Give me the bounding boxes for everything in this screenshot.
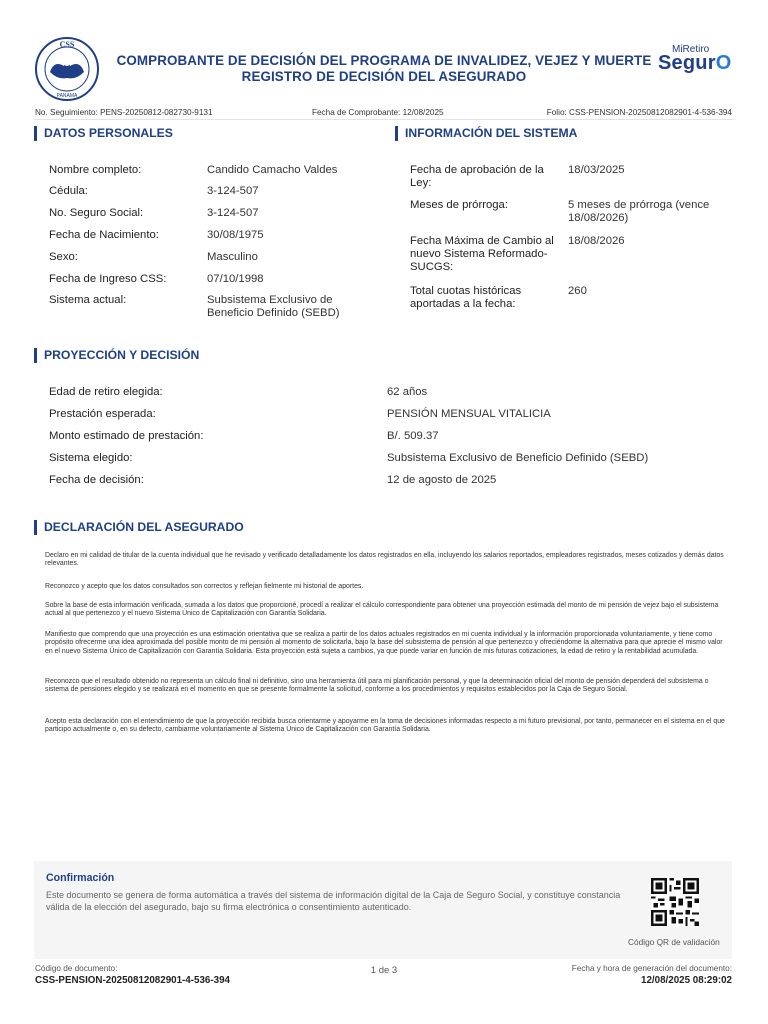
section-title-datos-personales: DATOS PERSONALES [34,126,173,141]
receipt-date: Fecha de Comprobante: 12/08/2025 [312,108,444,117]
value-meses-prorroga: 5 meses de prórroga (vence 18/08/2026) [568,199,710,224]
declaration-paragraph: Sobre la base de esta información verificada, sumada a los datos que proporcioné, procedí a realizar el cálculo correspondiente para obtener una proyección estimada del monto de mi pensión de vejez bajo el subsistema actual al que pertenezco y el nuevo Sistema Único de Capitalización con Garantía Solidaria. [45,602,719,618]
miretiro-seguro-logo [652,44,736,78]
value-nombre: Candido Camacho Valdes [207,164,338,176]
document-title: COMPROBANTE DE DECISIÓN DEL PROGRAMA DE INVALIDEZ, VEJEZ Y MUERTE [116,53,652,68]
label-sistema-actual: Sistema actual: [49,294,127,306]
section-title-proyeccion: PROYECCIÓN Y DECISIÓN [34,348,199,363]
divider [34,119,734,120]
logo-text-bottom: PANAMA [56,93,78,99]
page-number: 1 de 3 [370,965,398,976]
value-sexo: Masculino [207,251,258,263]
label-fecha-maxima-cambio: Fecha Máxima de Cambio al nuevo Sistema Reformado-SUCGS: [410,235,554,273]
label-edad-retiro: Edad de retiro elegida: [49,386,163,398]
tracking-number: No. Seguimiento: PENS-20250812-082730-9131 [35,108,213,117]
declaration-paragraph: Acepto esta declaración con el entendimiento de que la proyección recibida busca orientarme y apoyarme en la toma de decisiones informadas respecto a mi futuro previsional, por tanto, permanecer en el sistema en el que participo actualmente o, en su defecto, cambiarme voluntariamente al Sistema Único de Capitalización con Garantía Solidaria. [45,718,725,734]
value-monto-estimado: B/. 509.37 [387,430,439,442]
value-sistema-actual: Subsistema Exclusivo de Beneficio Definido (SEBD) [207,294,340,319]
value-fecha-maxima-cambio: 18/08/2026 [568,235,625,247]
declaration-paragraph: Manifiesto que comprendo que una proyección es una estimación orientativa que se realiza a partir de los datos actuales registrados en mi cuenta individual y la información proporcionada voluntariamente, y tiene como propósito ofrecerme una idea aproximada del posible monto de mi pensión al momento de solicitarla, bajo la base del subsistema de pensión al que pertenezco y ofreciéndome la alternativa para que aprecie el mismo valor en el nuevo Sistema Único de Capitalización con Garantía Solidaria. Esta proyección está sujeta a cambios, ya que puede variar en función de mis futuras cotizaciones, la edad de retiro y la rentabilidad acumulada. [45,631,723,655]
label-monto-estimado: Monto estimado de prestación: [49,430,204,442]
value-fecha-aprobacion: 18/03/2025 [568,164,625,176]
qr-label: Código QR de validación [628,937,720,947]
label-sistema-elegido: Sistema elegido: [49,452,133,464]
declaration-paragraph: Reconozco y acepto que los datos consultados son correctos y reflejan fielmente mi historial de aportes. [45,583,364,590]
footer-doc-code: CSS-PENSION-20250812082901-4-536-394 [35,975,230,986]
label-fecha-decision: Fecha de decisión: [49,474,144,486]
declaration-paragraph: Reconozco que el resultado obtenido no representa un cálculo final ni definitivo, sino una herramienta útil para mi planificación personal, y que la determinación oficial del monto de pensión dependerá del subsistema o sistema de pensiones elegido y se realizará en el momento en que se presente formalmente la solicitud, conforme a los procedimientos y requisitos establecidos por la Caja de Seguro Social. [45,678,709,694]
value-sistema-elegido: Subsistema Exclusivo de Beneficio Definido (SEBD) [387,452,649,464]
confirmation-text: Este documento se genera de forma automática a través del sistema de información digital de la Caja de Seguro Social, y constituye constancia válida de la elección del asegurado, bajo su firma electrónica o consentimiento autenticado. [46,890,621,912]
footer-gen-label: Fecha y hora de generación del documento: [571,964,732,973]
declaration-paragraph: Declaro en mi calidad de titular de la cuenta individual que he revisado y verificado detalladamente los datos registrados en ella, incluyendo los salarios reportados, empleadores registrados, meses cotizados y demás datos relevantes. [45,552,724,568]
label-sexo: Sexo: [49,251,78,263]
value-prestacion-esperada: PENSIÓN MENSUAL VITALICIA [387,408,551,420]
label-cedula: Cédula: [49,185,88,197]
label-nombre: Nombre completo: [49,164,142,176]
logo-text-top: CSS [59,40,75,49]
section-title-declaracion: DECLARACIÓN DEL ASEGURADO [34,520,244,535]
brand-text: Segur [658,52,716,74]
document-subtitle: REGISTRO DE DECISIÓN DEL ASEGURADO [241,69,527,84]
label-fecha-nacimiento: Fecha de Nacimiento: [49,229,159,241]
label-fecha-aprobacion: Fecha de aprobación de la Ley: [410,164,544,189]
value-seguro-social: 3-124-507 [207,207,259,219]
value-edad-retiro: 62 años [387,386,428,398]
confirmation-title: Confirmación [46,872,115,884]
brand-small-text: MiRetiro [672,44,710,55]
label-prestacion-esperada: Prestación esperada: [49,408,156,420]
label-total-cuotas: Total cuotas históricas aportadas a la fecha: [410,285,522,310]
footer-gen-datetime: 12/08/2025 08:29:02 [641,975,732,986]
value-total-cuotas: 260 [568,285,587,297]
value-fecha-nacimiento: 30/08/1975 [207,229,264,241]
value-fecha-decision: 12 de agosto de 2025 [387,474,497,486]
value-cedula: 3-124-507 [207,185,259,197]
label-seguro-social: No. Seguro Social: [49,207,144,219]
css-logo [34,36,100,102]
section-title-informacion-sistema: INFORMACIÓN DEL SISTEMA [395,126,577,141]
value-fecha-ingreso: 07/10/1998 [207,273,264,285]
qr-code-icon [651,878,699,926]
folio-number: Folio: CSS-PENSION-20250812082901-4-536-394 [546,108,732,117]
label-fecha-ingreso: Fecha de Ingreso CSS: [49,273,167,285]
brand-text-o: O [715,52,732,74]
footer-doc-label: Código de documento: [35,964,118,973]
label-meses-prorroga: Meses de prórroga: [410,199,508,211]
